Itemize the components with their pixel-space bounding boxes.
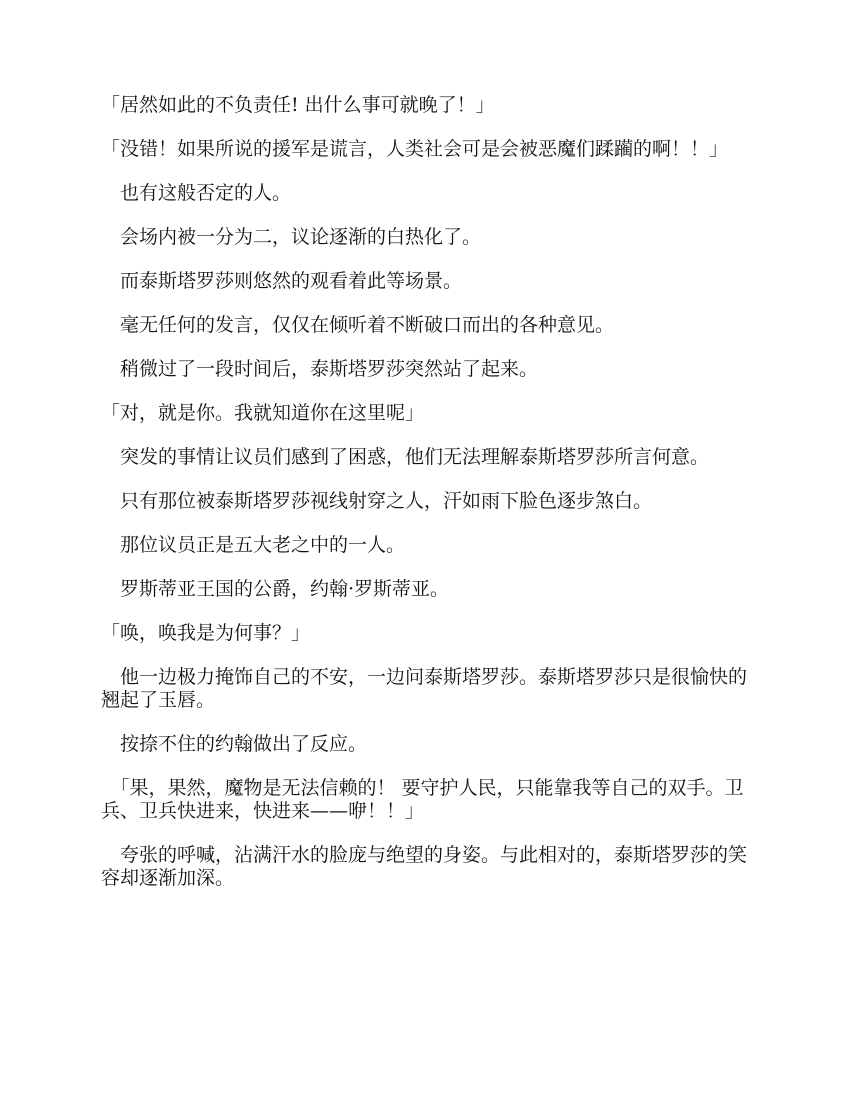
paragraph: 他一边极力掩饰自己的不安，一边问泰斯塔罗莎。泰斯塔罗莎只是很愉快的翘起了玉唇。	[101, 666, 748, 711]
paragraph: 「居然如此的不负责任! 出什么事可就晚了！」	[101, 94, 495, 116]
paragraph: 也有这般否定的人。	[101, 182, 292, 204]
paragraph: 罗斯蒂亚王国的公爵，约翰·罗斯蒂亚。	[101, 578, 450, 600]
paragraph: 「果，果然，魔物是无法信赖的！ 要守护人民，只能靠我等自己的双手。卫兵、卫兵快进来，快进来——咿！！」	[101, 777, 744, 822]
paragraph: 「对，就是你。我就知道你在这里呢」	[101, 402, 425, 424]
document-page	[101, 94, 751, 911]
paragraph: 稍微过了一段时间后，泰斯塔罗莎突然站了起来。	[101, 358, 539, 380]
paragraph: 只有那位被泰斯塔罗莎视线射穿之人，汗如雨下脸色逐步煞白。	[101, 490, 653, 512]
paragraph: 会场内被一分为二，议论逐渐的白热化了。	[101, 226, 482, 248]
paragraph: 毫无任何的发言，仅仅在倾听着不断破口而出的各种意见。	[101, 314, 615, 336]
paragraph: 按捺不住的约翰做出了反应。	[101, 733, 368, 755]
paragraph: 突发的事情让议员们感到了困惑，他们无法理解泰斯塔罗莎所言何意。	[101, 446, 710, 468]
paragraph: 「唤，唤我是为何事？」	[101, 622, 311, 644]
paragraph: 夸张的呼喊，沾满汗水的脸庞与绝望的身姿。与此相对的，泰斯塔罗莎的笑容却逐渐加深。	[101, 844, 748, 889]
paragraph: 而泰斯塔罗莎则悠然的观看着此等场景。	[101, 270, 463, 292]
paragraph: 那位议员正是五大老之中的一人。	[101, 534, 406, 556]
paragraph: 「没错！如果所说的援军是谎言，人类社会可是会被恶魔们蹂躏的啊！！」	[101, 138, 729, 160]
